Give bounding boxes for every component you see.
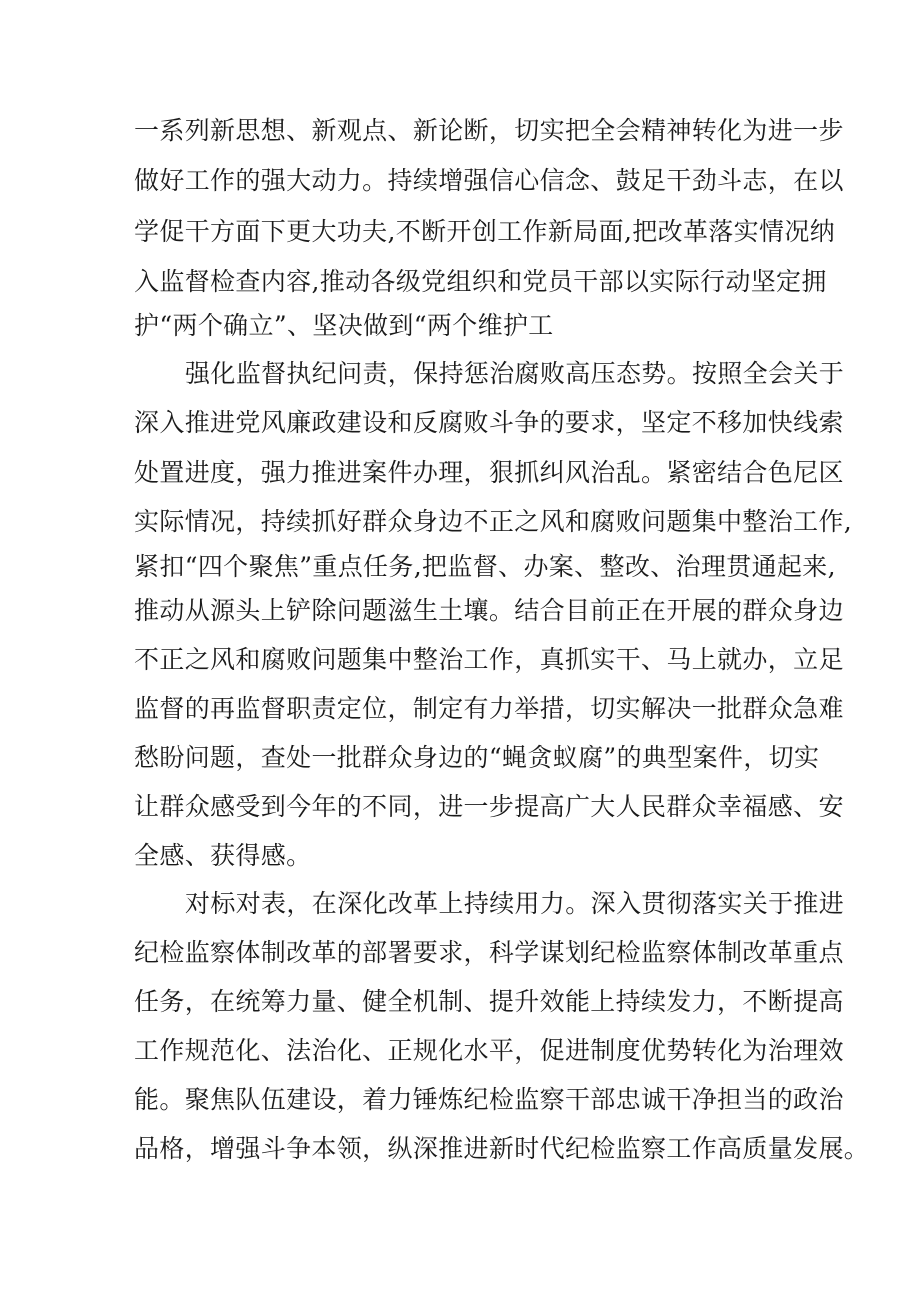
paragraph-1-line-5: 护“两个确立”、坚决做到“两个维护工 <box>134 311 554 340</box>
paragraph-2-line-8: 监督的再监督职责定位，制定有力举措，切实解决一批群众急难 <box>134 694 844 723</box>
paragraph-2-line-10: 让群众感受到今年的不同，进一步提高广大人民群众幸福感、安 <box>134 792 844 821</box>
paragraph-1-line-4: 入监督检查内容,推动各级党组织和党员干部以实际行动坚定拥 <box>134 267 827 296</box>
paragraph-1-line-3: 学促干方面下更大功夫,不断开创工作新局面,把改革落实情况纳 <box>134 217 836 246</box>
paragraph-2-line-2: 深入推进党风廉政建设和反腐败斗争的要求，坚定不移加快线索 <box>134 408 844 437</box>
paragraph-2-line-7: 不正之风和腐败问题集中整治工作，真抓实干、马上就办，立足 <box>134 645 844 674</box>
paragraph-1-line-1: 一系列新思想、新观点、新论断，切实把全会精神转化为进一步 <box>134 116 844 145</box>
paragraph-2-line-5: 紧扣“四个聚焦”重点任务,把监督、办案、整改、治理贯通起来, <box>134 552 836 581</box>
paragraph-1-line-2: 做好工作的强大动力。持续增强信心信念、鼓足干劲斗志，在以 <box>134 166 844 195</box>
paragraph-3-line-3: 任务，在统筹力量、健全机制、提升效能上持续发力，不断提高 <box>134 987 844 1016</box>
paragraph-3-line-2: 纪检监察体制改革的部署要求，科学谋划纪检监察体制改革重点 <box>134 938 844 967</box>
paragraph-2-line-6: 推动从源头上铲除问题滋生土壤。结合目前正在开展的群众身边 <box>134 596 844 625</box>
paragraph-3-line-1: 对标对表，在深化改革上持续用力。深入贯彻落实关于推进 <box>185 889 845 918</box>
paragraph-2-line-4: 实际情况，持续抓好群众身边不正之风和腐败问题集中整治工作, <box>134 507 853 536</box>
paragraph-3-line-5: 能。聚焦队伍建设，着力锤炼纪检监察干部忠诚干净担当的政治 <box>134 1085 844 1114</box>
paragraph-2-line-9: 愁盼问题，查处一批群众身边的“蝇贪蚁腐”的典型案件，切实 <box>134 743 820 772</box>
paragraph-2-line-3: 处置进度，强力推进案件办理，狠抓纠风治乱。紧密结合色尼区 <box>134 458 844 487</box>
paragraph-3-line-4: 工作规范化、法治化、正规化水平，促进制度优势转化为治理效 <box>134 1036 844 1065</box>
paragraph-2-line-11: 全感、获得感。 <box>134 841 312 870</box>
paragraph-2-line-1: 强化监督执纪问责，保持惩治腐败高压态势。按照全会关于 <box>185 359 845 388</box>
paragraph-3-line-6: 品格，增强斗争本领，纵深推进新时代纪检监察工作高质量发展。 <box>134 1134 870 1163</box>
